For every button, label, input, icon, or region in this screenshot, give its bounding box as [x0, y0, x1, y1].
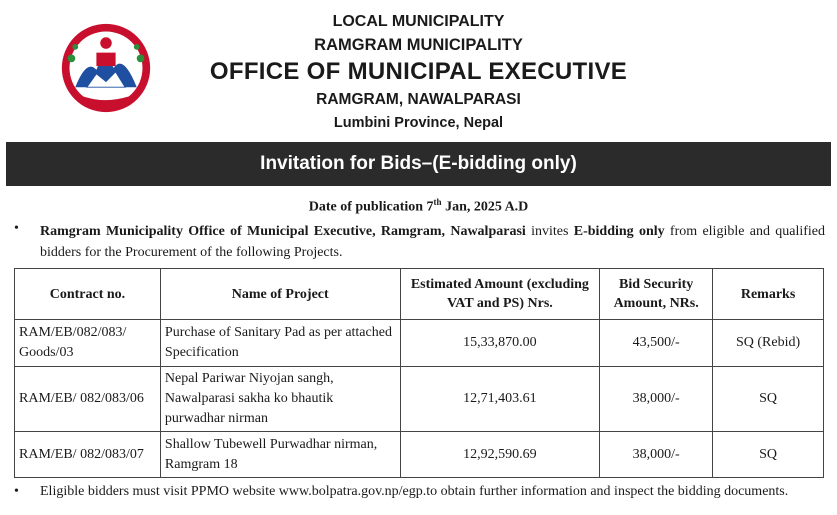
intro-paragraph — [40, 221, 825, 263]
notice-header — [0, 0, 837, 142]
header-line-municipality-name: RAMGRAM MUNICIPALITY — [314, 36, 523, 54]
bullet-icon: • — [14, 221, 19, 236]
cell-contract-no: RAM/EB/ 082/083/07 — [15, 432, 161, 478]
cell-project-name: Nepal Pariwar Niyojan sangh, Nawalparasi sakha ko bhautik purwadhar nirman — [160, 367, 400, 432]
cell-estimated-amount: 12,71,403.61 — [400, 367, 600, 432]
cell-remarks: SQ — [713, 367, 824, 432]
cell-remarks: SQ (Rebid) — [713, 320, 824, 367]
cell-remarks: SQ — [713, 432, 824, 478]
column-header-bid-security: Bid Security Amount, NRs. — [600, 269, 713, 320]
cell-estimated-amount: 12,92,590.69 — [400, 432, 600, 478]
bids-table — [14, 268, 824, 478]
header-line-address: RAMGRAM, NAWALPARASI — [316, 91, 521, 108]
cell-estimated-amount: 15,33,870.00 — [400, 320, 600, 367]
cell-bid-security: 38,000/- — [600, 367, 713, 432]
intro-rest: from eligible and qualified bidders for the Procurement of the following Projects. — [40, 224, 825, 260]
cell-bid-security: 43,500/- — [600, 320, 713, 367]
cell-bid-security: 38,000/- — [600, 432, 713, 478]
footer-note: Eligible bidders must visit PPMO website www.bolpatra.gov.np/egp.to obtain further information and inspect the bidding documents. — [40, 484, 789, 499]
column-header-project-name: Name of Project — [160, 269, 400, 320]
cell-project-name: Purchase of Sanitary Pad as per attached Specification — [160, 320, 400, 367]
publication-date-value: Jan, 2025 A.D — [441, 199, 529, 215]
header-line-local-municipality: LOCAL MUNICIPALITY — [332, 13, 505, 30]
cell-contract-no: RAM/EB/ 082/083/06 — [15, 367, 161, 432]
notice-title-banner — [6, 142, 831, 186]
table-row — [15, 320, 824, 367]
intro-office-name: Ramgram Municipality Office of Municipal Executive, Ramgram, Nawalparasi — [40, 224, 526, 239]
bullet-icon: • — [14, 484, 19, 499]
cell-project-name: Shallow Tubewell Purwadhar nirman, Ramgram 18 — [160, 432, 400, 478]
column-header-estimated-amount: Estimated Amount (excluding VAT and PS) Nrs. — [400, 269, 600, 320]
table-header-row — [15, 269, 824, 320]
column-header-contract-no: Contract no. — [15, 269, 161, 320]
publication-date-suffix: th — [433, 197, 442, 207]
table-row — [15, 432, 824, 478]
cell-contract-no: RAM/EB/082/083/ Goods/03 — [15, 320, 161, 367]
publication-label: Date of publication 7 — [308, 199, 434, 215]
intro-bidding-mode: E-bidding only — [573, 224, 665, 239]
column-header-remarks: Remarks — [713, 269, 824, 320]
table-row — [15, 367, 824, 432]
header-line-office-title: OFFICE OF MUNICIPAL EXECUTIVE — [209, 58, 628, 85]
publication-date — [0, 197, 837, 216]
header-line-province: Lumbini Province, Nepal — [333, 115, 504, 131]
notice-title: Invitation for Bids–(E-bidding only) — [260, 153, 577, 174]
intro-invites: invites — [525, 224, 574, 239]
